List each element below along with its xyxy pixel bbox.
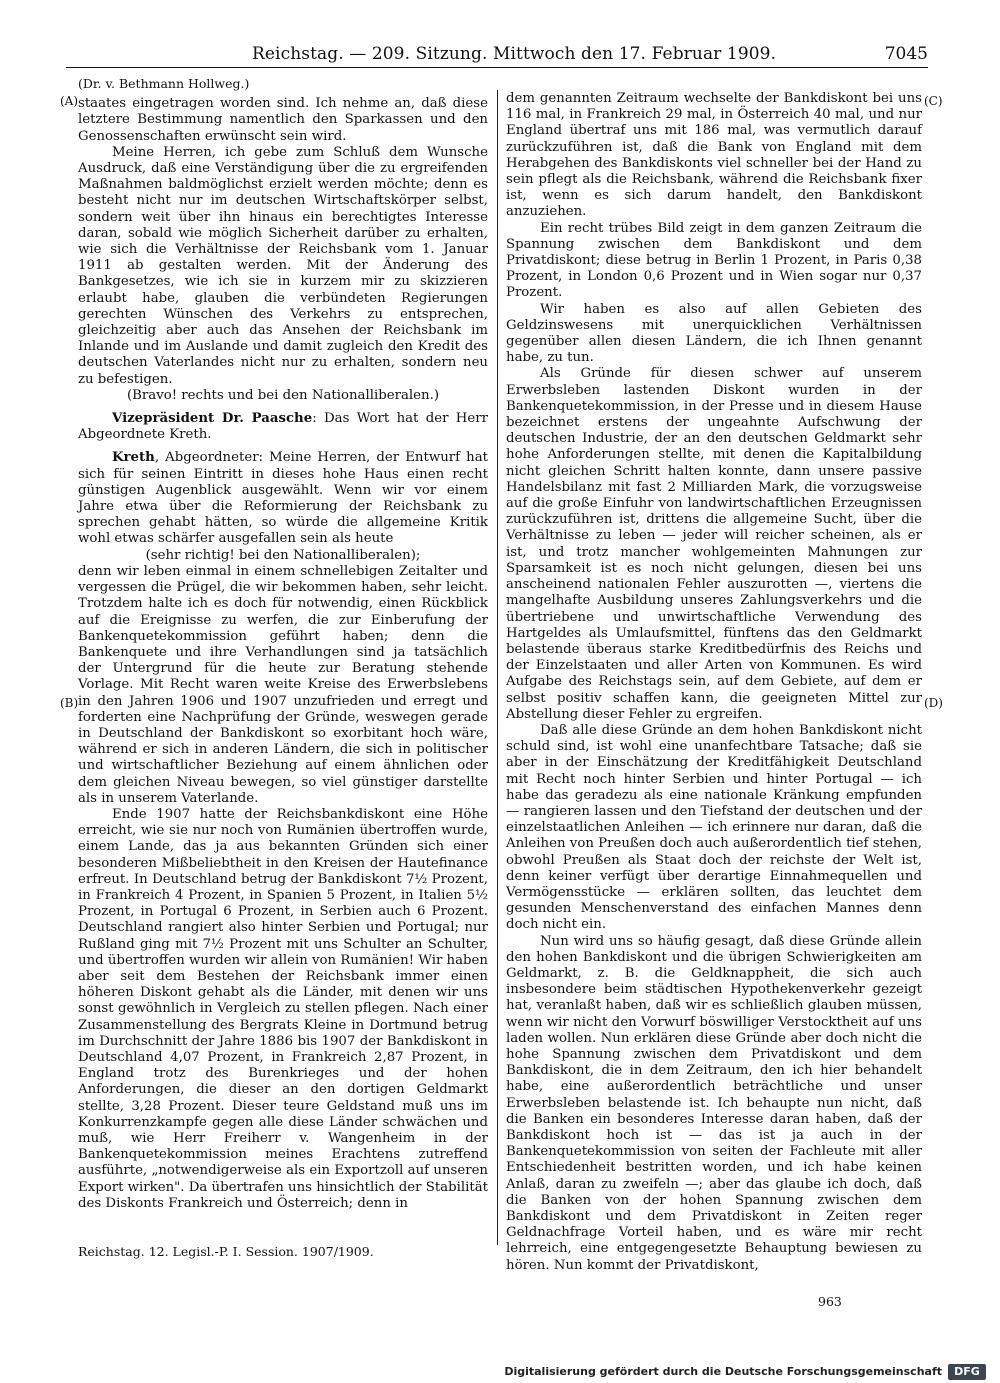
speaker-attribution: (Dr. v. Bethmann Hollweg.): [78, 76, 250, 91]
applause-note: (Bravo! rechts und bei den Nationalliberalen.): [126, 387, 440, 403]
vice-president-remark: [78, 411, 488, 443]
left-text-column: [78, 76, 488, 1212]
header-title: Reichstag. — 209. Sitzung. Mittwoch den 17. Februar 1909.: [252, 44, 777, 64]
margin-marker-c: (C): [924, 94, 943, 108]
speech-text: , Abgeordneter: Meine Herren, der Entwurf hat sich für seinen Eintritt in dieses hohe Haus einen recht günstigen Augenblick ausgewählt. Wenn wir vor einem Jahre etwa über die Reformierung der Reichsbank zu sprechen gehabt hätten, so würde die allgemeine Kritik wohl etwas schärfer ausgefallen sein als heute: [78, 450, 488, 547]
right-text-column: [506, 91, 922, 1274]
running-header: [252, 44, 928, 68]
margin-marker-a: (A): [60, 94, 79, 108]
footer-signature: 963: [818, 1294, 842, 1309]
logo-text: DFG: [954, 1365, 980, 1378]
remark-text: : Das Wort hat der Herr Abgeordnete Kreth.: [78, 411, 488, 443]
paragraph: denn wir leben einmal in einem schnellebigen Zeitalter und vergessen die Prügel, die wir bekommen haben, sehr leicht. Trotzdem halte ich es doch für notwendig, einen Rückblick auf die Ereignisse zu werfen, die zur Einberufung der Bankenquetekommission geführt haben; denn die Bankenquete und ihre Verhandlungen sind ja tatsächlich der Untergrund für die heute zur Beratung stehende Vorlage. Mit Recht waren weite Kreise des Erwerbslebens in den Jahren 1906 und 1907 unzufrieden und erregt und forderten eine Nachprüfung der Gründe, weswegen gerade in Deutschland der Bankdiskont so exorbitant hoch wäre, während er sich in anderen Ländern, die sich in politischer und wirtschaftlicher Beziehung auf einem ähnlichen oder dem gleichen Niveau bewegen, so viel günstiger darstellte als in unserem Vaterlande.: [78, 563, 488, 806]
interjection-note: (sehr richtig! bei den Nationalliberalen);: [145, 547, 421, 563]
kreth-speech-start: [78, 450, 488, 547]
paragraph: Daß alle diese Gründe an dem hohen Bankdiskont nicht schuld sind, ist wohl eine unanfechtbare Tatsache; daß sie aber in der Einschätzung der Kreditfähigkeit Deutschland mit Recht noch hinter Serbien und hinter Portugal — ich habe das geradezu als eine nationale Kränkung empfunden — rangieren lassen und den Tiefstand der deutschen und der einzelstaatlichen Anleihen — ich erinnere nur daran, daß die Anleihen von Preußen doch auch außerordentlich tief stehen, obwohl Preußen als Staat doch der reichste der Welt ist, denn keiner verfügt über derartige Einnahmequellen und Vermögensstücke — erklären sollten, das leuchtet dem gesunden Menschenverstand des einfachen Mannes denn doch nicht ein.: [506, 722, 922, 933]
speaker-name: Vizepräsident Dr. Paasche: [112, 411, 313, 427]
paragraph: Als Gründe für diesen schwer auf unserem Erwerbsleben lastenden Diskont wurden in der Bankenquetekommission, in der Presse und in diesem Hause bezeichnet erstens der ungeahnte Aufschwung der deutschen Industrie, der an den deutschen Geldmarkt sehr hohe Anforderungen stellte, mit denen die Kapitalbildung nicht gleichen Schritt halten konnte, dann unsere passive Handelsbilanz mit fast 2 Milliarden Mark, die vorzugsweise auf die große Einfuhr von landwirtschaftlichen Erzeugnissen zurückzuführen ist, drittens die allgemeine Sucht, über die Verhältnisse zu leben — jeder will reicher scheinen, als er ist, und trotz mancher wohlgemeinten Mahnungen zur Sparsamkeit ist es noch nicht gelungen, diesen bei uns anscheinend nationalen Fehler auszurotten —, viertens die mangelhafte Ausbildung unseres Zahlungsverkehrs und die übertriebene und unwirtschaftliche Verwendung des Hartgeldes als Umlaufsmittel, fünftens das den Geldmarkt belastende überaus starke Kreditbedürfnis des Reichs und der Einzelstaaten und aller Arten von Kommunen. Es wird Aufgabe des Reichstags sein, auf dem Gebiete, auf dem er selbst positiv schaffen kann, die geeigneten Mittel zur Abstellung dieser Fehler zu ergreifen.: [506, 366, 922, 722]
speaker-name: Kreth: [112, 450, 155, 466]
header-rule: [66, 67, 928, 68]
dfg-logo-icon: [948, 1364, 986, 1380]
paragraph: Wir haben es also auf allen Gebieten des Geldzinswesens mit unerquicklichen Verhältnissen gegenüber allen diesen Ländern, die ich Ihnen genannt habe, zu tun.: [506, 301, 922, 366]
paragraph: Meine Herren, ich gebe zum Schluß dem Wunsche Ausdruck, daß eine Verständigung über die zu ergreifenden Maßnahmen baldmöglichst erzielt werden möchte; denn es besteht nicht nur im deutschen Wirtschaftskörper selbst, sondern weit über ihn hinaus ein berechtigtes Interesse daran, sobald wie möglich Sicherheit darüber zu erhalten, wie sich die Verhältnisse der Reichsbank vom 1. Januar 1911 ab gestalten werden. Mit der Änderung des Bankgesetzes, wie ich sie in kurzem mir zu skizzieren erlaubt habe, glauben die verbündeten Regierungen gerechten Wünschen des Verkehrs zu entsprechen, gleichzeitig aber auch das Ansehen der Reichsbank im Inlande und im Auslande und damit zugleich den Kredit des deutschen Vaterlandes nicht nur zu erhalten, sondern neu zu befestigen.: [78, 144, 488, 387]
credit-text: Digitalisierung gefördert durch die Deutsche Forschungsgemeinschaft: [504, 1365, 942, 1378]
column-divider: [497, 90, 498, 1245]
paragraph: Ein recht trübes Bild zeigt in dem ganzen Zeitraum die Spannung zwischen dem Bankdiskont und dem Privatdiskont; diese betrug in Berlin 1 Prozent, in Paris 0,38 Prozent, in London 0,6 Prozent und in Wien sogar nur 0,37 Prozent.: [506, 220, 922, 301]
footer-session-info: Reichstag. 12. Legisl.-P. I. Session. 1907/1909.: [78, 1244, 374, 1259]
paragraph: staates eingetragen worden sind. Ich nehme an, daß diese letztere Bestimmung namentlich den Sparkassen und den Genossenschaften erwünscht sein wird.: [78, 96, 488, 144]
header-page-number: 7045: [884, 44, 928, 64]
paragraph: Nun wird uns so häufig gesagt, daß diese Gründe allein den hohen Bankdiskont und die übrigen Schwierigkeiten am Geldmarkt, z. B. die Geldknappheit, die sich auch insbesondere beim städtischen Hypothekenverkehr gezeigt hat, veranlaßt haben, daß wir es schließlich glauben müssen, wenn wir nicht den Vorwurf böswilliger Verstocktheit auf uns laden wollen. Nun erklären diese Gründe aber doch nicht die hohe Spannung zwischen dem Privatdiskont und dem Bankdiskont, die in dem Zeitraum, den ich hier behandelt habe, eine außerordentlich beträchtliche und unser Erwerbsleben belastende ist. Ich behaupte nun nicht, daß die Banken ein besonderes Interesse daran haben, daß der Bankdiskont hoch ist — das ist ja auch in der Bankenquetekommission von seiten der Fachleute mit aller Entschiedenheit bestritten worden, und ich habe keinen Anlaß, daran zu zweifeln —; aber das glaube ich doch, daß die Banken von der hohen Spannung zwischen dem Bankdiskont und dem Privatdiskont in Zeiten reger Geldnachfrage Vorteil haben, und es wäre mir recht lehrreich, eine entgegengesetzte Behauptung bewiesen zu hören. Nun kommt der Privatdiskont,: [506, 933, 922, 1273]
paragraph: Ende 1907 hatte der Reichsbankdiskont eine Höhe erreicht, wie sie nur noch von Rumänien übertroffen wurde, einem Lande, das ja aus bekannten Gründen sich einer besonderen Mißbeliebtheit in den Kreisen der Hautefinance erfreut. In Deutschland betrug der Bankdiskont 7½ Prozent, in Frankreich 4 Prozent, in Spanien 5 Prozent, in Italien 5½ Prozent, in Portugal 6 Prozent, in Serbien auch 6 Prozent. Deutschland rangiert also hinter Serbien und Portugal; nur Rußland ging mit 7½ Prozent mit uns Schulter an Schulter, und übertroffen wurden wir allein von Rumänien! Wir haben aber seit dem Bestehen der Reichsbank immer einen höheren Diskont gehabt als die Länder, mit denen wir uns sonst gewöhnlich in Vergleich zu stellen pflegen. Nach einer Zusammenstellung des Bergrats Kleine in Dortmund betrug im Durchschnitt der Jahre 1886 bis 1907 der Bankdiskont in Deutschland 4,07 Prozent, in Frankreich 2,87 Prozent, in England trotz des Burenkrieges und der hohen Anforderungen, die dieser an den dortigen Geldmarkt stellte, 3,28 Prozent. Dieser teure Geldstand muß uns im Konkurrenzkampfe gegen alle diese Länder schwächen und muß, wie Herr Freiherr v. Wangenheim in der Bankenquetekommission meines Erachtens zutreffend ausführte, „notwendigerweise als ein Exportzoll auf unseren Export wirken". Da übertrafen uns hinsichtlich der Stabilität des Diskonts Frankreich und Österreich; denn in: [78, 806, 488, 1211]
margin-marker-b: (B): [60, 696, 79, 710]
digitization-credit-bar: [0, 1362, 1000, 1383]
paragraph: dem genannten Zeitraum wechselte der Bankdiskont bei uns 116 mal, in Frankreich 29 mal, in Österreich 40 mal, und nur England übertraf uns mit 186 mal, was vermutlich darauf zurückzuführen ist, daß die Bank von England mit dem Herabgehen des Bankdiskonts viel schneller bei der Hand zu sein pflegt als die Reichsbank, während die Reichsbank fixer ist, wenn es sich darum handelt, den Bankdiskont anzuziehen.: [506, 91, 922, 220]
margin-marker-d: (D): [924, 696, 943, 710]
